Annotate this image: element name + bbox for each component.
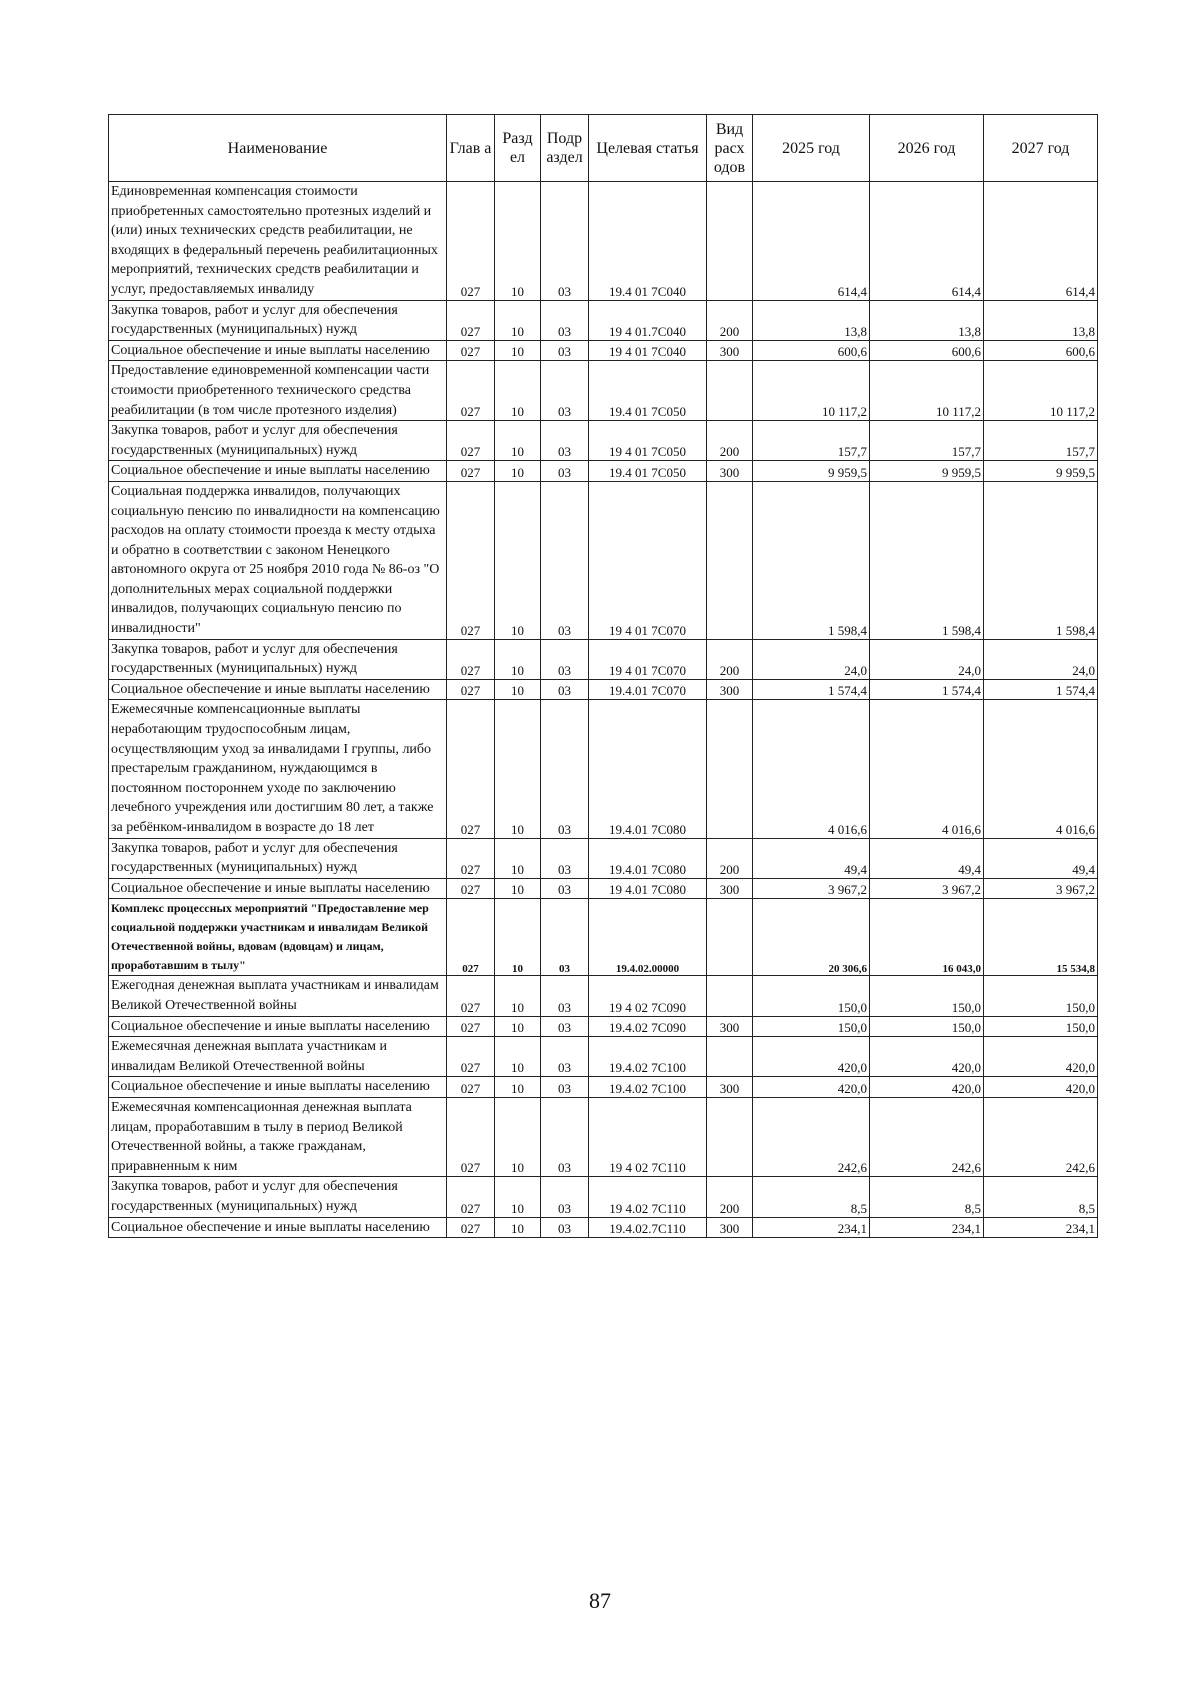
cell-2027: 1 574,4 xyxy=(984,679,1098,700)
cell-glava: 027 xyxy=(447,1217,495,1238)
cell-target: 19 4 01 7C070 xyxy=(589,639,707,679)
cell-2027: 8,5 xyxy=(984,1177,1098,1217)
table-row xyxy=(109,1097,1098,1176)
header-2026: 2026 год xyxy=(870,115,984,182)
cell-razdel: 10 xyxy=(495,679,541,700)
budget-table xyxy=(108,114,1098,1238)
cell-2027: 49,4 xyxy=(984,838,1098,878)
cell-2027: 4 016,6 xyxy=(984,700,1098,838)
header-2027: 2027 год xyxy=(984,115,1098,182)
cell-glava: 027 xyxy=(447,1077,495,1098)
cell-2025: 8,5 xyxy=(753,1177,870,1217)
cell-target: 19 4 01.7C040 xyxy=(589,300,707,340)
cell-podrazdel: 03 xyxy=(541,182,589,301)
cell-name: Ежемесячные компенсационные выплаты неработающим трудоспособным лицам, осуществляющим уход за инвалидами I группы, либо престарелым гражданином, нуждающимся в постоянном постороннем уходе по заключению лечебного учреждения или достигшим 80 лет, а также за ребёнком-инвалидом в возрасте до 18 лет xyxy=(109,700,447,838)
cell-target: 19.4.02 7C090 xyxy=(589,1016,707,1037)
table-row xyxy=(109,361,1098,421)
cell-podrazdel: 03 xyxy=(541,461,589,482)
cell-podrazdel: 03 xyxy=(541,1077,589,1098)
cell-2027: 157,7 xyxy=(984,421,1098,461)
cell-glava: 027 xyxy=(447,878,495,899)
cell-target: 19 4.01 7C080 xyxy=(589,878,707,899)
cell-podrazdel: 03 xyxy=(541,976,589,1016)
header-razdel: Разд ел xyxy=(495,115,541,182)
cell-razdel: 10 xyxy=(495,1037,541,1077)
cell-2026: 10 117,2 xyxy=(870,361,984,421)
cell-podrazdel: 03 xyxy=(541,421,589,461)
cell-vid xyxy=(707,1037,753,1077)
cell-razdel: 10 xyxy=(495,639,541,679)
cell-name: Социальная поддержка инвалидов, получающих социальную пенсию по инвалидности на компенсацию расходов на оплату стоимости проезда к месту отдыха и обратно в соответствии с законом Ненецкого автономного округа от 25 ноября 2010 года № 86-оз "О дополнительных мерах социальной поддержки инвалидов, получающих социальную пенсию по инвалидности" xyxy=(109,481,447,639)
cell-2025: 3 967,2 xyxy=(753,878,870,899)
cell-glava: 027 xyxy=(447,1177,495,1217)
cell-target: 19 4 01 7C040 xyxy=(589,340,707,361)
cell-podrazdel: 03 xyxy=(541,700,589,838)
cell-name: Комплекс процессных мероприятий "Предоставление мер социальной поддержки участникам и инвалидам Великой Отечественной войны, вдовам (вдовцам) и лицам, проработавшим в тылу" xyxy=(109,899,447,976)
cell-glava: 027 xyxy=(447,976,495,1016)
cell-podrazdel: 03 xyxy=(541,1016,589,1037)
cell-target: 19 4 02 7C110 xyxy=(589,1097,707,1176)
cell-name: Закупка товаров, работ и услуг для обеспечения государственных (муниципальных) нужд xyxy=(109,421,447,461)
cell-2025: 49,4 xyxy=(753,838,870,878)
cell-target: 19 4.02 7C110 xyxy=(589,1177,707,1217)
cell-glava: 027 xyxy=(447,679,495,700)
cell-razdel: 10 xyxy=(495,182,541,301)
cell-name: Социальное обеспечение и иные выплаты населению xyxy=(109,1016,447,1037)
cell-razdel: 10 xyxy=(495,1077,541,1098)
header-2025: 2025 год xyxy=(753,115,870,182)
cell-glava: 027 xyxy=(447,899,495,976)
table-row xyxy=(109,639,1098,679)
cell-2026: 24,0 xyxy=(870,639,984,679)
table-row xyxy=(109,838,1098,878)
cell-2026: 420,0 xyxy=(870,1037,984,1077)
cell-target: 19.4 01 7C050 xyxy=(589,361,707,421)
cell-glava: 027 xyxy=(447,838,495,878)
cell-podrazdel: 03 xyxy=(541,639,589,679)
table-row xyxy=(109,481,1098,639)
cell-glava: 027 xyxy=(447,639,495,679)
cell-vid xyxy=(707,899,753,976)
table-row xyxy=(109,461,1098,482)
cell-name: Закупка товаров, работ и услуг для обеспечения государственных (муниципальных) нужд xyxy=(109,639,447,679)
cell-target: 19.4 01 7C040 xyxy=(589,182,707,301)
table-row xyxy=(109,878,1098,899)
page-number: 87 xyxy=(589,1588,611,1613)
cell-podrazdel: 03 xyxy=(541,340,589,361)
cell-2025: 1 598,4 xyxy=(753,481,870,639)
cell-vid: 300 xyxy=(707,679,753,700)
cell-glava: 027 xyxy=(447,461,495,482)
cell-2027: 420,0 xyxy=(984,1077,1098,1098)
cell-target: 19 4 02 7C090 xyxy=(589,976,707,1016)
cell-razdel: 10 xyxy=(495,421,541,461)
cell-2026: 614,4 xyxy=(870,182,984,301)
cell-2025: 614,4 xyxy=(753,182,870,301)
table-row xyxy=(109,300,1098,340)
cell-2025: 24,0 xyxy=(753,639,870,679)
cell-target: 19.4.02 7C100 xyxy=(589,1077,707,1098)
header-vid: Вид расх одов xyxy=(707,115,753,182)
cell-2025: 4 016,6 xyxy=(753,700,870,838)
cell-glava: 027 xyxy=(447,300,495,340)
cell-name: Закупка товаров, работ и услуг для обеспечения государственных (муниципальных) нужд xyxy=(109,838,447,878)
cell-glava: 027 xyxy=(447,421,495,461)
table-row xyxy=(109,1077,1098,1098)
cell-glava: 027 xyxy=(447,182,495,301)
cell-2026: 8,5 xyxy=(870,1177,984,1217)
cell-razdel: 10 xyxy=(495,481,541,639)
cell-name: Социальное обеспечение и иные выплаты населению xyxy=(109,878,447,899)
header-podrazdel: Подр аздел xyxy=(541,115,589,182)
cell-2027: 10 117,2 xyxy=(984,361,1098,421)
cell-glava: 027 xyxy=(447,340,495,361)
cell-podrazdel: 03 xyxy=(541,1097,589,1176)
cell-2027: 13,8 xyxy=(984,300,1098,340)
cell-2025: 13,8 xyxy=(753,300,870,340)
cell-2026: 150,0 xyxy=(870,1016,984,1037)
cell-2026: 1 598,4 xyxy=(870,481,984,639)
cell-name: Ежегодная денежная выплата участникам и инвалидам Великой Отечественной войны xyxy=(109,976,447,1016)
cell-2026: 1 574,4 xyxy=(870,679,984,700)
cell-podrazdel: 03 xyxy=(541,1217,589,1238)
table-row xyxy=(109,182,1098,301)
table-row xyxy=(109,1177,1098,1217)
cell-razdel: 10 xyxy=(495,878,541,899)
cell-2026: 3 967,2 xyxy=(870,878,984,899)
cell-vid: 200 xyxy=(707,838,753,878)
cell-target: 19.4.02.00000 xyxy=(589,899,707,976)
cell-target: 19.4 01 7C050 xyxy=(589,461,707,482)
cell-vid: 300 xyxy=(707,340,753,361)
cell-name: Социальное обеспечение и иные выплаты населению xyxy=(109,679,447,700)
cell-vid: 300 xyxy=(707,1077,753,1098)
cell-2027: 1 598,4 xyxy=(984,481,1098,639)
header-name: Наименование xyxy=(109,115,447,182)
table-row xyxy=(109,700,1098,838)
cell-2026: 16 043,0 xyxy=(870,899,984,976)
cell-vid: 300 xyxy=(707,1016,753,1037)
cell-2027: 614,4 xyxy=(984,182,1098,301)
table-row xyxy=(109,340,1098,361)
cell-2026: 157,7 xyxy=(870,421,984,461)
cell-2025: 9 959,5 xyxy=(753,461,870,482)
cell-target: 19.4.01 7C080 xyxy=(589,700,707,838)
cell-2027: 9 959,5 xyxy=(984,461,1098,482)
cell-name: Ежемесячная денежная выплата участникам и инвалидам Великой Отечественной войны xyxy=(109,1037,447,1077)
cell-2026: 600,6 xyxy=(870,340,984,361)
cell-2025: 150,0 xyxy=(753,1016,870,1037)
cell-2026: 13,8 xyxy=(870,300,984,340)
cell-glava: 027 xyxy=(447,481,495,639)
cell-name: Единовременная компенсация стоимости приобретенных самостоятельно протезных изделий и (или) иных технических средств реабилитации, не входящих в федеральный перечень реабилитационных мероприятий, технических средств реабилитации и услуг, предоставляемых инвалиду xyxy=(109,182,447,301)
cell-razdel: 10 xyxy=(495,300,541,340)
cell-podrazdel: 03 xyxy=(541,838,589,878)
cell-podrazdel: 03 xyxy=(541,300,589,340)
cell-razdel: 10 xyxy=(495,1217,541,1238)
cell-2025: 600,6 xyxy=(753,340,870,361)
table-row xyxy=(109,679,1098,700)
cell-razdel: 10 xyxy=(495,461,541,482)
table-row xyxy=(109,1037,1098,1077)
cell-name: Ежемесячная компенсационная денежная выплата лицам, проработавшим в тылу в период Великой Отечественной войны, а также гражданам, приравненным к ним xyxy=(109,1097,447,1176)
cell-razdel: 10 xyxy=(495,700,541,838)
cell-2025: 10 117,2 xyxy=(753,361,870,421)
cell-2025: 150,0 xyxy=(753,976,870,1016)
cell-2027: 234,1 xyxy=(984,1217,1098,1238)
table-row xyxy=(109,421,1098,461)
cell-vid xyxy=(707,361,753,421)
cell-target: 19.4.01 7C070 xyxy=(589,679,707,700)
cell-name: Закупка товаров, работ и услуг для обеспечения государственных (муниципальных) нужд xyxy=(109,300,447,340)
header-target: Целевая статья xyxy=(589,115,707,182)
cell-2026: 242,6 xyxy=(870,1097,984,1176)
cell-2026: 420,0 xyxy=(870,1077,984,1098)
cell-target: 19.4.02.7C110 xyxy=(589,1217,707,1238)
cell-target: 19 4 01 7C070 xyxy=(589,481,707,639)
cell-name: Социальное обеспечение и иные выплаты населению xyxy=(109,1077,447,1098)
cell-name: Закупка товаров, работ и услуг для обеспечения государственных (муниципальных) нужд xyxy=(109,1177,447,1217)
cell-2025: 420,0 xyxy=(753,1077,870,1098)
cell-2027: 15 534,8 xyxy=(984,899,1098,976)
cell-2027: 3 967,2 xyxy=(984,878,1098,899)
cell-vid xyxy=(707,700,753,838)
cell-vid xyxy=(707,481,753,639)
cell-2027: 600,6 xyxy=(984,340,1098,361)
cell-name: Социальное обеспечение и иные выплаты населению xyxy=(109,340,447,361)
header-row xyxy=(109,115,1098,182)
cell-glava: 027 xyxy=(447,700,495,838)
cell-glava: 027 xyxy=(447,361,495,421)
cell-2026: 4 016,6 xyxy=(870,700,984,838)
cell-vid: 300 xyxy=(707,461,753,482)
cell-glava: 027 xyxy=(447,1016,495,1037)
cell-name: Социальное обеспечение и иные выплаты населению xyxy=(109,1217,447,1238)
cell-target: 19.4.01 7C080 xyxy=(589,838,707,878)
table-row xyxy=(109,1016,1098,1037)
table-body xyxy=(109,182,1098,1238)
cell-2027: 24,0 xyxy=(984,639,1098,679)
cell-2027: 420,0 xyxy=(984,1037,1098,1077)
cell-podrazdel: 03 xyxy=(541,679,589,700)
cell-2027: 242,6 xyxy=(984,1097,1098,1176)
cell-2026: 9 959,5 xyxy=(870,461,984,482)
header-glava: Глав а xyxy=(447,115,495,182)
cell-2027: 150,0 xyxy=(984,976,1098,1016)
cell-razdel: 10 xyxy=(495,976,541,1016)
table-row xyxy=(109,899,1098,976)
cell-2025: 1 574,4 xyxy=(753,679,870,700)
cell-podrazdel: 03 xyxy=(541,899,589,976)
cell-2025: 234,1 xyxy=(753,1217,870,1238)
cell-podrazdel: 03 xyxy=(541,361,589,421)
cell-podrazdel: 03 xyxy=(541,481,589,639)
cell-razdel: 10 xyxy=(495,1177,541,1217)
cell-podrazdel: 03 xyxy=(541,1177,589,1217)
cell-vid xyxy=(707,1097,753,1176)
cell-vid: 200 xyxy=(707,421,753,461)
cell-target: 19.4.02 7C100 xyxy=(589,1037,707,1077)
cell-razdel: 10 xyxy=(495,1097,541,1176)
table-row xyxy=(109,1217,1098,1238)
cell-razdel: 10 xyxy=(495,340,541,361)
cell-razdel: 10 xyxy=(495,838,541,878)
cell-vid: 200 xyxy=(707,300,753,340)
cell-vid: 300 xyxy=(707,878,753,899)
cell-vid xyxy=(707,976,753,1016)
cell-vid: 200 xyxy=(707,1177,753,1217)
cell-razdel: 10 xyxy=(495,1016,541,1037)
cell-2027: 150,0 xyxy=(984,1016,1098,1037)
cell-vid: 200 xyxy=(707,639,753,679)
cell-name: Предоставление единовременной компенсации части стоимости приобретенного технического средства реабилитации (в том числе протезного изделия) xyxy=(109,361,447,421)
cell-2026: 150,0 xyxy=(870,976,984,1016)
cell-glava: 027 xyxy=(447,1097,495,1176)
cell-target: 19 4 01 7C050 xyxy=(589,421,707,461)
cell-vid xyxy=(707,182,753,301)
cell-glava: 027 xyxy=(447,1037,495,1077)
cell-2026: 234,1 xyxy=(870,1217,984,1238)
cell-razdel: 10 xyxy=(495,361,541,421)
table-row xyxy=(109,976,1098,1016)
cell-2026: 49,4 xyxy=(870,838,984,878)
cell-name: Социальное обеспечение и иные выплаты населению xyxy=(109,461,447,482)
cell-podrazdel: 03 xyxy=(541,878,589,899)
cell-2025: 242,6 xyxy=(753,1097,870,1176)
cell-2025: 420,0 xyxy=(753,1037,870,1077)
cell-2025: 157,7 xyxy=(753,421,870,461)
cell-podrazdel: 03 xyxy=(541,1037,589,1077)
cell-2025: 20 306,6 xyxy=(753,899,870,976)
cell-vid: 300 xyxy=(707,1217,753,1238)
cell-razdel: 10 xyxy=(495,899,541,976)
